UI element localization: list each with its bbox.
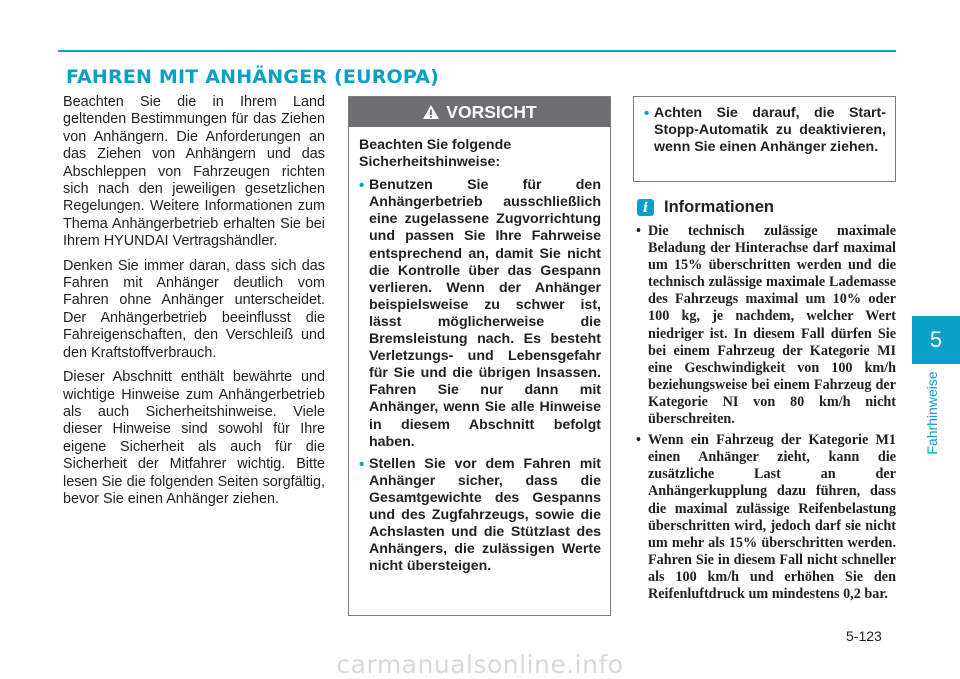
chapter-number: 5 [929,327,943,352]
caution-bullet-text: Achten Sie darauf, die Start-Stopp-Automatik zu deaktivieren, wenn Sie einen Anhänger ziehen. [654,105,886,156]
chapter-label: Fahrhinweise [924,371,940,455]
caution-body [349,127,610,575]
info-item-text: Die technisch zulässige maximale Beladung der Hinterachse darf maximal um 15% überschritten werden und die technisch zulässige maximale Lademasse des Fahrzeugs maximal um 10% oder 100 kg, je nachdem, welcher Wert niedriger ist. In diesem Fall dürfen Sie bei einem Fahrzeug der Kategorie MI eine Geschwindigkeit von 100 km/h beziehungsweise bei einem Fahrzeug der Kategorie NI von 80 km/h nicht überschreiten. [648,223,896,428]
watermark: carmanualsonline.info [336,650,624,679]
bullet-icon: • [636,223,641,239]
bullet-icon: • [359,455,365,473]
bullet-icon: • [636,432,641,449]
intro-paragraph-2: Denken Sie immer daran, dass sich das Fahren mit Anhänger deutlich vom Fahren ohne Anhänger unterscheidet. Der Anhängerbetrieb beeinflusst die Fahreigenschaften, den Verschleiß und den Kraftstoffverbrauch. [63,257,325,361]
caution-box [348,96,611,616]
caution-bullet [359,456,601,576]
caution-bullet-text: Stellen Sie vor dem Fahren mit Anhänger sicher, dass die Gesamtgewichte des Gespanns und des Zugfahrzeugs, sowie die Achslasten und die Stützlast des Anhängers, die zulässigen Werte nicht übersteigen. [369,455,601,575]
intro-paragraph-3: Dieser Abschnitt enthält bewährte und wichtige Hinweise zum Anhängerbetrieb als auch Sicherheitshinweise. Viele dieser Hinweise sind sowohl für Ihre eigene Sicherheit als auch für die Sicherheit der Mitfahrer wichtig. Bitte lesen Sie die folgenden Seiten sorgfältig, bevor Sie einen Anhänger ziehen. [63,369,325,507]
warning-icon [422,104,440,120]
info-title: Informationen [664,198,774,216]
info-item [636,223,896,428]
info-icon: i [637,199,654,216]
caution-intro: Beachten Sie folgende Sicherheitshinweise: [359,137,512,171]
intro-column [63,94,325,515]
bullet-icon: • [644,105,650,122]
caution-continued-box [633,96,896,182]
section-title: FAHREN MIT ANHÄNGER (EUROPA) [66,66,440,88]
caution-bullet-text: Benutzen Sie für den Anhängerbetrieb ausschließlich eine zugelassene Zugvorrichtung und passen Sie Ihre Fahrweise entsprechend an, damit Sie nicht die Kontrolle über das Gespann verlieren. Wenn der Anhänger beispielsweise zu schwer ist, lässt möglicherweise die Bremsleistung nach. Es besteht Verletzungs- und Lebensgefahr für Sie und die übrigen Insassen. Fahren Sie nur dann mit Anhänger, wenn Sie alle Hinweise in diesem Abschnitt befolgt haben. [369,177,601,450]
page-number: 5-123 [846,628,882,644]
caution-bullet [359,177,601,451]
chapter-tab[interactable] [912,316,960,364]
info-heading [637,198,774,217]
caution-header [349,97,610,127]
bullet-icon: • [359,177,365,195]
top-rule [58,50,896,52]
intro-paragraph-1: Beachten Sie die in Ihrem Land geltenden Bestimmungen für das Ziehen von Anhängern. Die Anforderungen an das Ziehen von Anhängern und das Abschleppen von Fahrzeugen richten sich nach den jeweiligen gesetzlichen Regelungen. Weitere Informationen zum Thema Anhängerbetrieb erhalten Sie bei Ihrem HYUNDAI Vertragshändler. [63,94,325,250]
caution-bullet [644,105,886,156]
info-item [636,432,896,603]
info-item-text: Wenn ein Fahrzeug der Kategorie M1 einen Anhänger zieht, kann die zusätzliche Last an der Anhängerkupplung dazu führen, dass die maximal zulässige Reifenbelastung überschritten wird, jedoch darf sie nicht um mehr als 15% überschritten werden. Fahren Sie in diesem Fall nicht schneller als 100 km/h und erhöhen Sie den Reifenluftdruck um mindestens 0,2 bar. [648,432,896,602]
chapter-label-container [921,370,943,456]
caution-header-label: VORSICHT [446,101,537,122]
info-list [636,223,896,607]
